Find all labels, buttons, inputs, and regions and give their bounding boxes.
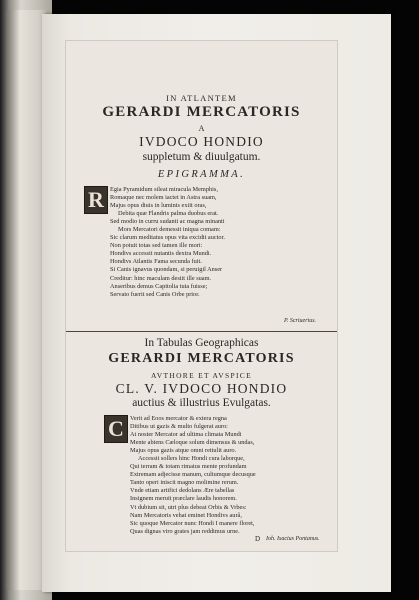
folio-signature: D xyxy=(255,535,261,543)
poem-line: Extremam adjecisse manum, cultumque decusque xyxy=(130,471,256,479)
second-title-1: In Tabulas Geographicas xyxy=(144,337,259,349)
poem-line: Servato fuerit sed Canis Orbe prior. xyxy=(110,290,200,298)
poem-line: Mors Mercatori demessit iniqua comam: xyxy=(118,226,221,234)
poem-line: Insignem meruit præclare laudis honorem. xyxy=(130,495,237,503)
title-line-1: IN ATLANTEM xyxy=(166,93,237,103)
poem-line: Creditur: hinc maculam desiit ille suam. xyxy=(110,274,212,282)
poem-line: Romaque nec molem iactet in Astra suam, xyxy=(110,194,217,202)
section-divider xyxy=(66,331,337,332)
text-plate xyxy=(65,40,338,552)
poem-line: Quas dignas viro grates jam reddimus urne. xyxy=(130,527,240,535)
poem-line: Sic clarum meditatus opus vita excidit auctor. xyxy=(110,234,225,242)
poem-line: Majus opus gazis atque omni rettulit auro. xyxy=(130,447,237,455)
spine-fold xyxy=(6,10,46,590)
title-suppletum: suppletum & diuulgatum. xyxy=(142,151,261,163)
dropcap-c: C xyxy=(104,415,128,443)
poem-line: Qui terram & totam rimatus mente profundam xyxy=(130,463,247,471)
second-title-authore: AVTHORE ET AVSPICE xyxy=(151,371,252,380)
poem-line: Ditibus ut gazis & multo fulgerat auro: xyxy=(130,423,228,431)
poem-line: Sic quoque Mercator nunc Hondi I manere floret, xyxy=(130,519,255,527)
poem-line: Si Canis ignavus quondam, si peruigil Anser xyxy=(110,266,223,274)
poem-line: Egia Pyramidum sileat miracula Memphis, xyxy=(110,186,218,193)
poem-line: Tanto operi iniscit magno molimine rerum. xyxy=(130,479,239,487)
poem-line: At noster Mercator ad ultima climata Mundi xyxy=(130,431,242,439)
second-title-mercator: GERARDI MERCATORIS xyxy=(108,351,295,366)
poem-line: Debita quæ Flandris palma duobus erat. xyxy=(118,210,219,218)
epigram-text xyxy=(110,186,225,299)
second-title-auctius: auctius & illustrius Evulgatas. xyxy=(132,397,271,409)
title-mercator: GERARDI MERCATORIS xyxy=(102,104,301,120)
poem-line: Accessit sollers hinc Hondi cura laborque, xyxy=(138,455,245,463)
poem-line: Vt dubium sit, utri plus debeat Orbis & Vrbes: xyxy=(130,503,247,511)
poem-text xyxy=(130,415,256,536)
dropcap-r: R xyxy=(84,186,108,214)
poem-line: Verit ad Eoos mercator & extera regna xyxy=(130,415,227,422)
second-title-hondio: CL. V. IVDOCO HONDIO xyxy=(115,381,288,396)
poem-signature: Ioh. Isacius Pontanus. xyxy=(266,536,320,542)
poem-line: Hondivs accessit nutantis dextra Mundi. xyxy=(110,250,212,258)
poem-line: Hondivs Atlantis Fama secunda fuit. xyxy=(110,258,202,266)
poem-line: Vnde etiam artifici dedolans Ære tabellas xyxy=(130,487,235,495)
poem-line: Mente abiens Cæloque solum dimensus & undas, xyxy=(130,439,255,447)
poem-line: Anseribus demus Capitolia tuta fuisse; xyxy=(110,282,208,290)
poem-line: Majus opus diuis in luminis exiit oras, xyxy=(110,202,207,210)
title-a: A xyxy=(198,124,205,133)
poem-line: Sed modio in curru sudanti ac magna minanti xyxy=(110,218,225,226)
epigram-signature: P. Scriuerius. xyxy=(284,318,317,324)
poem-line: Non potuit totas sed tamen ille mori: xyxy=(110,242,203,250)
epigram-heading: EPIGRAMMA. xyxy=(157,169,246,180)
title-hondio: IVDOCO HONDIO xyxy=(139,134,264,149)
poem-line: Nam Mercatoris vehat eminet Hondivs aurâ, xyxy=(130,511,242,519)
